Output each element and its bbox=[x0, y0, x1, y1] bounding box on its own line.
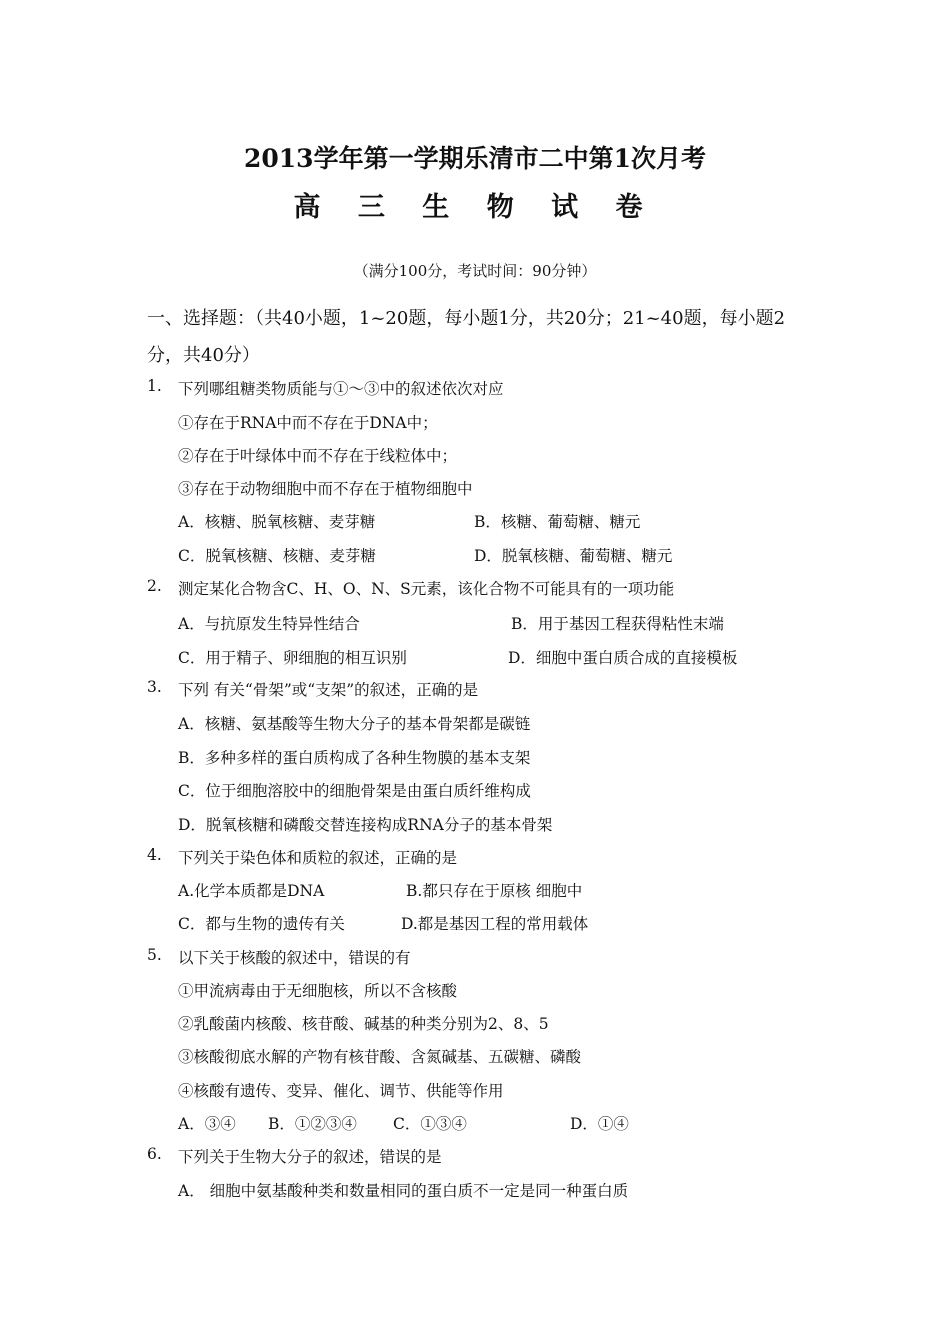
question-stem: 下列 有关“骨架”或“支架”的叙述，正确的是 bbox=[178, 681, 479, 699]
statement-item: ②存在于叶绿体中而不存在于线粒体中； bbox=[178, 447, 458, 465]
question-number: 4. bbox=[147, 846, 162, 864]
question-number: 2. bbox=[147, 577, 162, 595]
option-b: B．用于基因工程获得粘性末端 bbox=[511, 615, 724, 633]
section-heading: 一、选择题：（共40小题，1~20题，每小题1分，共20分；21~40题，每小题2分，共40分） bbox=[147, 308, 786, 366]
option-c: C．都与生物的遗传有关 bbox=[178, 915, 345, 933]
option-b: B．多种多样的蛋白质构成了各种生物膜的基本支架 bbox=[178, 749, 531, 767]
statement-item: ②乳酸菌内核酸、核苷酸、碱基的种类分别为2、8、5 bbox=[178, 1015, 549, 1033]
option-d: D．①④ bbox=[570, 1115, 629, 1133]
statement-item: ①甲流病毒由于无细胞核，所以不含核酸 bbox=[178, 982, 458, 1000]
option-a: A．与抗原发生特异性结合 bbox=[178, 615, 360, 633]
option-b: B．核糖、葡萄糖、糖元 bbox=[474, 513, 641, 531]
exam-subtitle: 高 三 生 物 试 卷 bbox=[293, 192, 657, 223]
option-a: A．③④ bbox=[178, 1115, 236, 1133]
option-a: A．核糖、氨基酸等生物大分子的基本骨架都是碳链 bbox=[178, 715, 531, 733]
option-d: D．脱氧核糖、葡萄糖、糖元 bbox=[474, 547, 673, 565]
option-c: C．用于精子、卵细胞的相互识别 bbox=[178, 649, 407, 667]
question-stem: 测定某化合物含C、H、O、N、S元素，该化合物不可能具有的一项功能 bbox=[178, 580, 675, 598]
question-number: 3. bbox=[147, 678, 162, 696]
option-d: D．脱氧核糖和磷酸交替连接构成RNA分子的基本骨架 bbox=[178, 816, 553, 834]
option-a: A． 细胞中氨基酸种类和数量相同的蛋白质不一定是同一种蛋白质 bbox=[178, 1182, 629, 1200]
option-b: B．①②③④ bbox=[268, 1115, 357, 1133]
question-stem: 下列哪组糖类物质能与①～③中的叙述依次对应 bbox=[178, 380, 504, 398]
question-stem: 以下关于核酸的叙述中，错误的有 bbox=[178, 949, 411, 967]
option-d: D．细胞中蛋白质合成的直接模板 bbox=[508, 649, 738, 667]
question-number: 6. bbox=[147, 1145, 162, 1163]
option-b: B.都只存在于原核 细胞中 bbox=[406, 882, 583, 900]
exam-title: 2013学年第一学期乐清市二中第1次月考 bbox=[244, 144, 706, 173]
question-stem: 下列关于染色体和质粒的叙述，正确的是 bbox=[178, 849, 458, 867]
question-number: 5. bbox=[147, 946, 162, 964]
option-c: C．脱氧核糖、核糖、麦芽糖 bbox=[178, 547, 376, 565]
statement-item: ①存在于RNA中而不存在于DNA中； bbox=[178, 414, 438, 432]
statement-item: ③存在于动物细胞中而不存在于植物细胞中 bbox=[178, 480, 473, 498]
exam-meta: （满分100分，考试时间：90分钟） bbox=[353, 262, 597, 280]
question-number: 1. bbox=[147, 377, 162, 395]
option-a: A．核糖、脱氧核糖、麦芽糖 bbox=[178, 513, 376, 531]
option-d: D.都是基因工程的常用载体 bbox=[401, 915, 589, 933]
question-stem: 下列关于生物大分子的叙述，错误的是 bbox=[178, 1148, 442, 1166]
option-c: C．位于细胞溶胶中的细胞骨架是由蛋白质纤维构成 bbox=[178, 782, 531, 800]
statement-item: ③核酸彻底水解的产物有核苷酸、含氮碱基、五碳糖、磷酸 bbox=[178, 1048, 582, 1066]
statement-item: ④核酸有遗传、变异、催化、调节、供能等作用 bbox=[178, 1082, 504, 1100]
option-c: C．①③④ bbox=[393, 1115, 467, 1133]
option-a: A.化学本质都是DNA bbox=[178, 882, 325, 900]
